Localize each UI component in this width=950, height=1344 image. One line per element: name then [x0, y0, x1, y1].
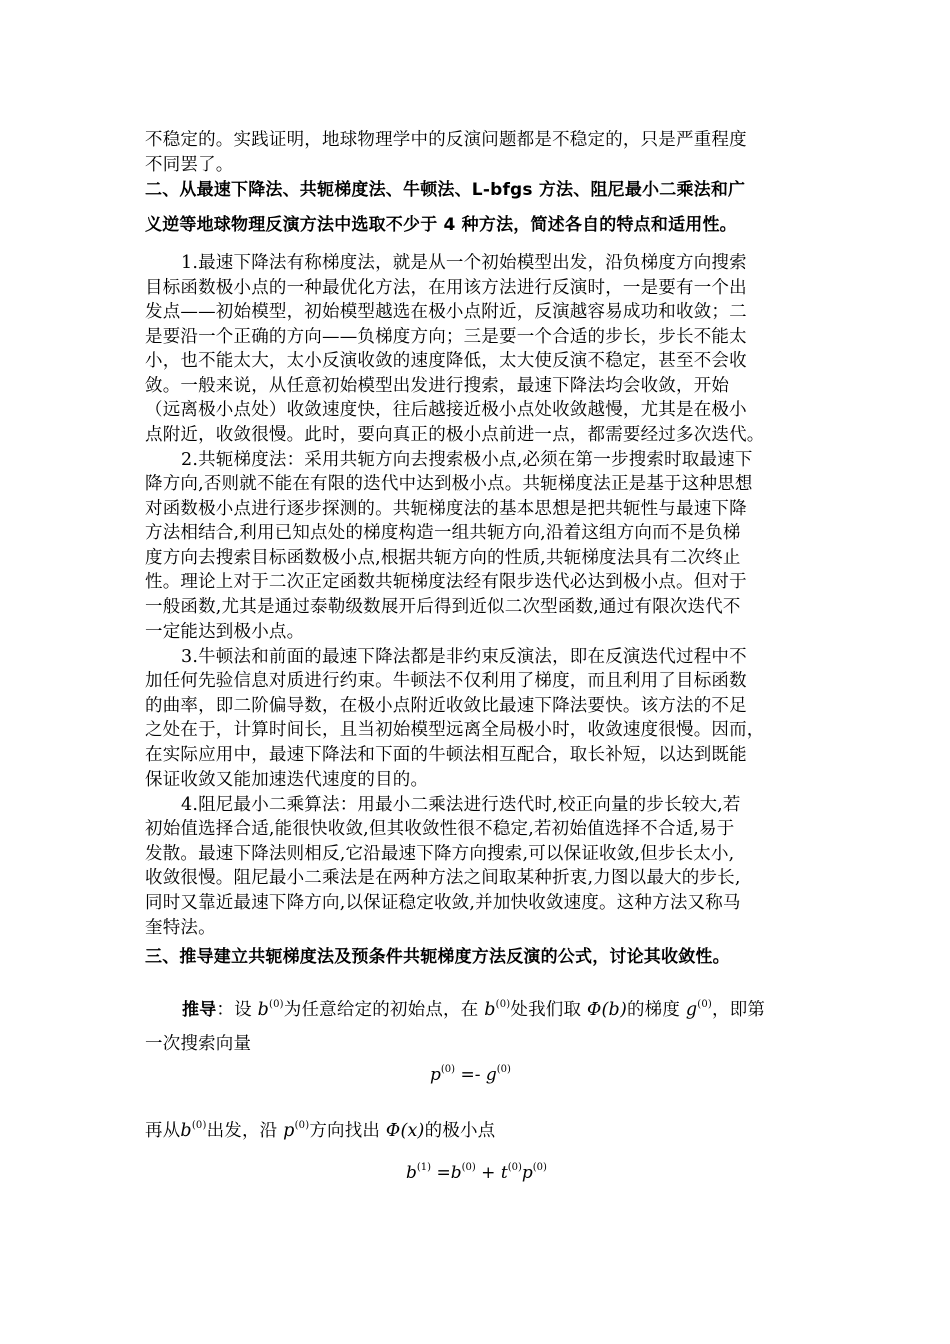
- math-symbol: b: [257, 1000, 269, 1020]
- text-line: 性。理论上对于二次正定函数共轭梯度法经有限步迭代必达到极小点。但对于: [145, 572, 747, 592]
- text-line: 降方向,否则就不能在有限的迭代中达到极小点。共轭梯度法正是基于这种思想: [145, 474, 753, 494]
- text-line: 发点——初始模型，初始模型越选在极小点附近，反演越容易成功和收敛；二: [145, 302, 747, 322]
- text-line: 一次搜索向量: [145, 1034, 252, 1054]
- math-superscript: (0): [532, 1162, 547, 1173]
- text-fragment: 出发，沿: [206, 1121, 278, 1141]
- text-line: 度方向去搜索目标函数极小点,根据共轭方向的性质,共轭梯度法具有二次终止: [145, 548, 741, 568]
- text-line: 初始值选择合适,能很快收敛,但其收敛性很不稳定,若初始值选择不合适,易于: [145, 819, 735, 839]
- math-symbol: g: [485, 1065, 497, 1085]
- math-symbol: b: [180, 1121, 192, 1141]
- math-operator: +: [475, 1163, 501, 1183]
- text-fragment: 方向找出: [309, 1121, 381, 1141]
- math-phi-b: Φ(b): [586, 1000, 627, 1020]
- math-symbol: p: [283, 1121, 295, 1141]
- text-fragment: 为任意给定的初始点，在: [283, 1000, 479, 1020]
- text-line: 同时又靠近最速下降方向,以保证稳定收敛,并加快收敛速度。这种方法又称马: [145, 893, 741, 913]
- text-line: 目标函数极小点的一种最优化方法，在用该方法进行反演时，一是要有一个出: [145, 278, 747, 298]
- math-p0: [283, 1121, 309, 1141]
- text-line: 方法相结合,利用已知点处的梯度构造一组共轭方向,沿着这组方向而不是负梯: [145, 523, 741, 543]
- math-superscript: (0): [294, 1120, 310, 1131]
- section-heading: 义逆等地球物理反演方法中选取不少于 4 种方法，简述各自的特点和适用性。: [145, 215, 737, 235]
- math-superscript: (0): [191, 1120, 207, 1131]
- text-line: 保证收敛又能加速迭代速度的目的。: [145, 770, 429, 790]
- math-operator: =: [431, 1163, 451, 1183]
- text-line: 奎特法。: [145, 918, 216, 938]
- math-symbol: b: [450, 1163, 462, 1183]
- math-superscript: (0): [461, 1162, 476, 1173]
- math-g0: [686, 1000, 712, 1020]
- text-fragment: 处我们取: [510, 1000, 582, 1020]
- text-line: 不同罢了。: [145, 155, 234, 175]
- math-superscript: (1): [416, 1162, 432, 1173]
- text-line: 是要沿一个正确的方向——负梯度方向；三是要一个合适的步长，步长不能太: [145, 327, 747, 347]
- math-superscript: (0): [496, 1064, 511, 1075]
- text-line: 一定能达到极小点。: [145, 622, 305, 642]
- math-b0: [180, 1121, 206, 1141]
- text-fragment: 再从: [145, 1121, 181, 1141]
- text-line: 之处在于，计算时间长，且当初始模型远离全局极小时，收敛速度很慢。因而，: [145, 720, 765, 740]
- math-phi-x: Φ(x): [385, 1121, 425, 1141]
- math-symbol: b: [484, 1000, 496, 1020]
- math-b0: [258, 1000, 284, 1020]
- text-line: 的曲率，即二阶偏导数，在极小点附近收敛比最速下降法要快。该方法的不足: [145, 696, 747, 716]
- text-line: 加任何先验信息对质进行约束。牛顿法不仅利用了梯度，而且利用了目标函数: [145, 671, 747, 691]
- text-line: 3.牛顿法和前面的最速下降法都是非约束反演法，即在反演迭代过程中不: [181, 647, 747, 667]
- text-line: 不稳定的。实践证明，地球物理学中的反演问题都是不稳定的，只是严重程度: [145, 130, 747, 150]
- math-symbol: p: [521, 1163, 533, 1183]
- math-operator: =-: [455, 1065, 486, 1085]
- equation-p0: [430, 1058, 511, 1087]
- text-line: 2.共轭梯度法：采用共轭方向去搜索极小点,必须在第一步搜索时取最速下: [181, 450, 753, 470]
- text-fragment: 的梯度: [626, 1000, 681, 1020]
- math-superscript: (0): [268, 999, 284, 1010]
- text-line: 1.最速下降法有称梯度法，就是从一个初始模型出发，沿负梯度方向搜索: [181, 253, 747, 273]
- text-line: 敛。一般来说，从任意初始模型出发进行搜索，最速下降法均会收敛，开始: [145, 376, 730, 396]
- section-heading: 二、从最速下降法、共轭梯度法、牛顿法、L-bfgs 方法、阻尼最小二乘法和广: [145, 180, 746, 200]
- text-line: 在实际应用中，最速下降法和下面的牛顿法相互配合，取长补短，以达到既能: [145, 745, 747, 765]
- derivation-line: [145, 1114, 495, 1143]
- section-heading: 三、推导建立共轭梯度法及预条件共轭梯度方法反演的公式，讨论其收敛性。: [145, 947, 730, 967]
- equation-b1: [406, 1156, 547, 1185]
- text-line: （远离极小点处）收敛速度快，往后越接近极小点处收敛越慢，尤其是在极小: [145, 400, 747, 420]
- derivation-line: [182, 993, 765, 1022]
- math-b0: [484, 1000, 510, 1020]
- text-fragment: 的极小点: [424, 1121, 496, 1141]
- text-line: 点附近，收敛很慢。此时，要向真正的极小点前进一点，都需要经过多次迭代。: [145, 425, 765, 445]
- text-line: 收敛很慢。阻尼最小二乘法是在两种方法之间取某种折衷,力图以最大的步长,: [145, 868, 741, 888]
- math-superscript: (0): [495, 999, 511, 1010]
- math-symbol: t: [500, 1163, 508, 1183]
- text-line: 4.阻尼最小二乘算法：用最小二乘法进行迭代时,校正向量的步长较大,若: [181, 795, 741, 815]
- text-line: 小，也不能太大，太小反演收敛的速度降低，太大使反演不稳定，甚至不会收: [145, 351, 747, 371]
- math-superscript: (0): [697, 999, 713, 1010]
- text-line: 一般函数,尤其是通过泰勒级数展开后得到近似二次型函数,通过有限次迭代不: [145, 597, 741, 617]
- math-symbol: b: [406, 1163, 417, 1183]
- derivation-label: 推导: [182, 1000, 217, 1020]
- math-symbol: p: [430, 1065, 441, 1085]
- text-line: 发散。最速下降法则相反,它沿最速下降方向搜索,可以保证收敛,但步长太小,: [145, 844, 735, 864]
- math-superscript: (0): [440, 1064, 456, 1075]
- math-superscript: (0): [507, 1162, 522, 1173]
- text-fragment: ：设: [216, 1000, 252, 1020]
- text-fragment: ，即第: [712, 1000, 766, 1020]
- text-line: 对函数极小点进行逐步探测的。共轭梯度法的基本思想是把共轭性与最速下降: [145, 499, 747, 519]
- math-symbol: g: [685, 1000, 698, 1020]
